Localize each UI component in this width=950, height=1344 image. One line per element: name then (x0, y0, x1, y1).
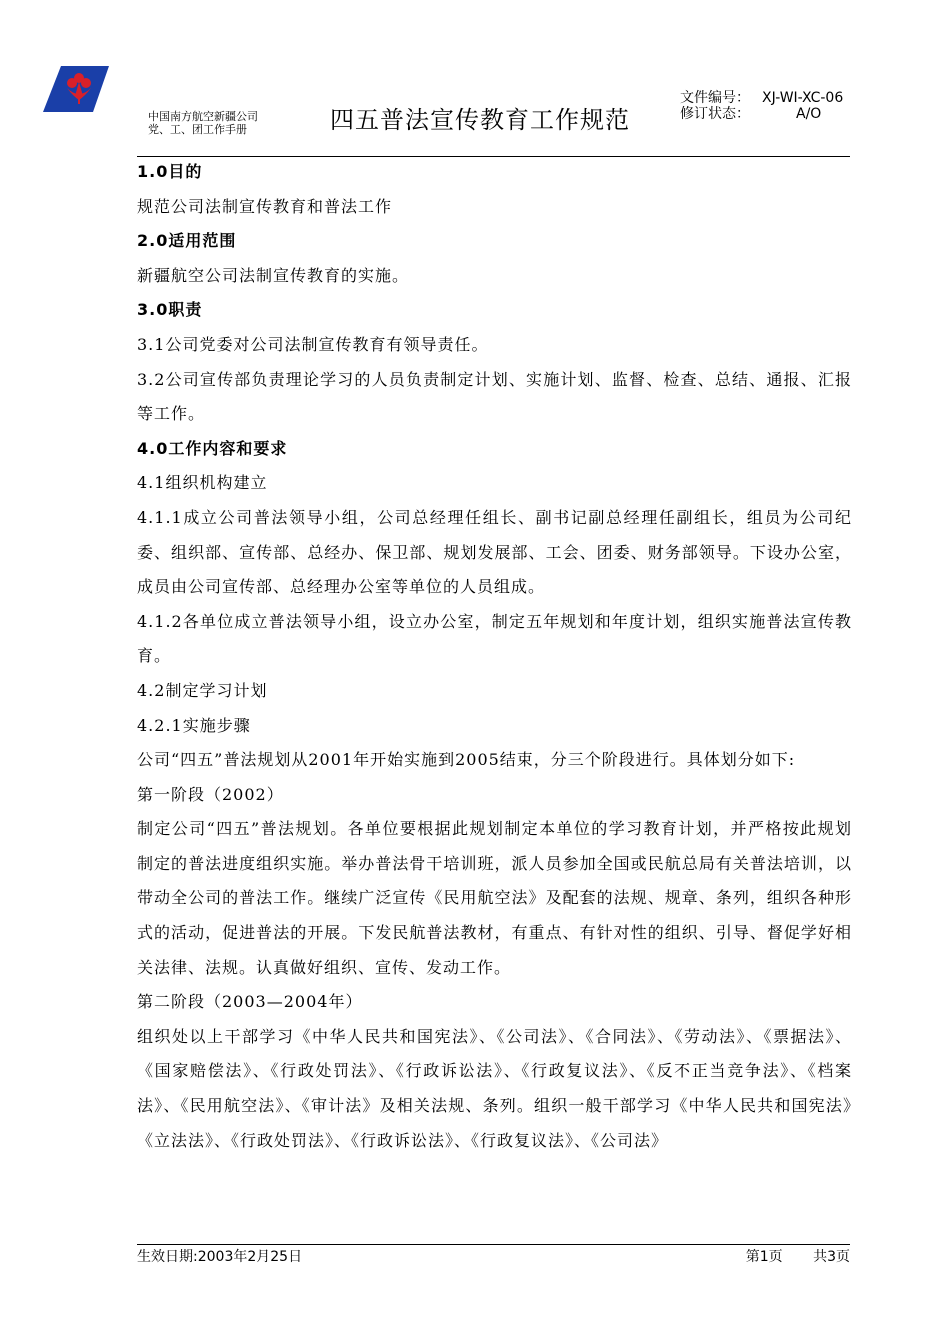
paragraph: 3.1公司党委对公司法制宣传教育有领导责任。 (137, 334, 489, 354)
paragraph: 4.1.2各单位成立普法领导小组，设立办公室，制定五年规划和年度计划，组织实施普法宣传教育。 (137, 611, 852, 666)
section-heading: 2.0适用范围 (137, 231, 237, 251)
page-info (720, 1246, 850, 1266)
company-logo (43, 66, 109, 112)
section-heading: 3.0职责 (137, 300, 203, 320)
page-total: 共3页 (813, 1249, 850, 1265)
doc-number-row (680, 90, 843, 106)
footer-divider (137, 1244, 850, 1245)
document-body (137, 155, 852, 1158)
southern-airlines-logo-icon (43, 66, 109, 112)
paragraph: 4.1.1成立公司普法领导小组，公司总经理任组长、副书记副总经理任副组长，组员为公司纪委、组织部、宣传部、总经办、保卫部、规划发展部、工会、团委、财务部领导。下设办公室，成员由公司宣传部、总经理办公室等单位的人员组成。 (137, 507, 852, 597)
paragraph: 规范公司法制宣传教育和普法工作 (137, 196, 393, 216)
document-meta (680, 90, 843, 122)
doc-number-label: 文件编号： (680, 90, 750, 106)
page-footer (137, 1246, 850, 1266)
section-heading: 1.0目的 (137, 162, 203, 181)
effective-date: 生效日期:2003年2月25日 (137, 1249, 303, 1265)
paragraph: 4.2制定学习计划 (137, 680, 268, 700)
revision-value: A/O (796, 106, 822, 122)
page-number: 第1页 (745, 1249, 783, 1265)
paragraph: 组织处以上干部学习《中华人民共和国宪法》、《公司法》、《合同法》、《劳动法》、《票据法》、《国家赔偿法》、《行政处罚法》、《行政诉讼法》、《行政复议法》、《反不正当竞争法》、《档案法》、《民用航空法》、《审计法》及相关法规、条列。组织一般干部学习《中华人民共和国宪法》《立法法》、《行政处罚法》、《行政诉讼法》、《行政复议法》、《公司法》 (137, 1026, 852, 1150)
revision-row (680, 106, 843, 122)
document-title: 四五普法宣传教育工作规范 (330, 106, 630, 134)
company-name-block (148, 110, 258, 136)
section-heading: 4.0工作内容和要求 (137, 438, 288, 458)
doc-number-value: XJ-WI-XC-06 (762, 90, 844, 106)
paragraph: 第二阶段（2003—2004年） (137, 992, 363, 1012)
paragraph: 4.2.1实施步骤 (137, 715, 251, 735)
paragraph: 公司“四五”普法规划从2001年开始实施到2005结束，分三个阶段进行。具体划分如下: (137, 750, 796, 770)
revision-label: 修订状态： (680, 106, 750, 122)
company-name-line2: 党、工、团工作手册 (148, 123, 247, 136)
company-name-line1: 中国南方航空新疆公司 (148, 110, 258, 123)
paragraph: 3.2公司宣传部负责理论学习的人员负责制定计划、实施计划、监督、检查、总结、通报、汇报等工作。 (137, 369, 852, 424)
paragraph: 第一阶段（2002） (137, 784, 284, 804)
paragraph: 4.1组织机构建立 (137, 473, 268, 493)
paragraph: 新疆航空公司法制宣传教育的实施。 (137, 265, 410, 285)
paragraph: 制定公司“四五”普法规划。各单位要根据此规划制定本单位的学习教育计划，并严格按此规划制定的普法进度组织实施。举办普法骨干培训班，派人员参加全国或民航总局有关普法培训，以带动全公司的普法工作。继续广泛宣传《民用航空法》及配套的法规、规章、条列，组织各种形式的活动，促进普法的开展。下发民航普法教材，有重点、有针对性的组织、引导、督促学好相关法律、法规。认真做好组织、宣传、发动工作。 (137, 819, 852, 977)
